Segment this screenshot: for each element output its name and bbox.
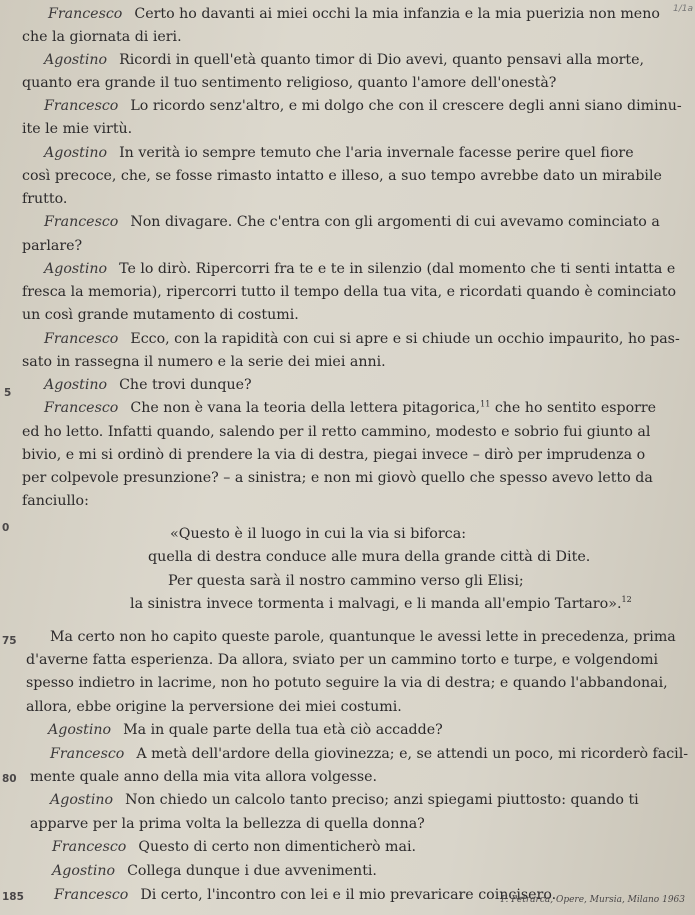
speaker: Francesco: [52, 839, 127, 855]
text-line: apparve per la prima volta la bellezza di quella donna?: [30, 816, 425, 832]
text-line: Ma certo non ho capito queste parole, quantunque le avessi lette in precedenza, prima: [50, 629, 676, 645]
line-number: 5: [4, 387, 12, 399]
text-line: fanciullo:: [22, 493, 89, 509]
source-citation: F. Petrarca, Opere, Mursia, Milano 1963: [500, 895, 685, 905]
line-number: 75: [2, 635, 17, 647]
speaker: Agostino: [50, 792, 114, 808]
text-line: bivio, e mi si ordinò di prendere la via di destra, piegai invece – dirò per imprudenza o: [22, 447, 646, 463]
poem-line: la sinistra invece tormenta i malvagi, e li manda all'empio Tartaro».$^{12}$: [130, 595, 632, 612]
text-line: Francesco Ecco, con la rapidità con cui si apre e si chiude un occhio impaurito, ho pas-: [44, 331, 680, 347]
speaker: Agostino: [44, 377, 108, 393]
text-line: per colpevole presunzione? – a sinistra; e non mi giovò quello che spesso avevo letto da: [22, 470, 653, 486]
speaker: Francesco: [44, 98, 119, 114]
poem-line: quella di destra conduce alle mura della grande città di Dite.: [148, 549, 591, 565]
text-line: Agostino Ricordi in quell'età quanto timor di Dio avevi, quanto pensavi alla morte,: [44, 52, 645, 68]
line-number: 80: [2, 773, 17, 785]
speaker: Agostino: [48, 722, 112, 738]
text-line: Francesco A metà dell'ardore della giovinezza; e, se attendi un poco, mi ricorderò facil-: [50, 746, 689, 762]
text-line: Agostino Te lo dirò. Ripercorri fra te e te in silenzio (dal momento che ti senti intatta e: [44, 261, 676, 277]
speaker: Agostino: [44, 52, 108, 68]
text-line: Agostino Non chiedo un calcolo tanto preciso; anzi spiegami piuttosto: quando ti: [50, 792, 639, 808]
text-line: ite le mie virtù.: [22, 121, 133, 137]
text-line: Agostino Ma in quale parte della tua età ciò accadde?: [48, 722, 443, 738]
speaker: Francesco: [44, 400, 119, 416]
text-line: sato in rassegna il numero e la serie dei miei anni.: [22, 354, 386, 370]
text-line: Francesco Non divagare. Che c'entra con gli argomenti di cui avevamo cominciato a: [44, 214, 660, 230]
text-line: fresca la memoria), ripercorri tutto il tempo della tua vita, e ricordati quando è cominciato: [22, 284, 677, 300]
text-line: Francesco Di certo, l'incontro con lei e il mio prevaricare coincisero.: [54, 887, 557, 903]
poem-line: Per questa sarà il nostro cammino verso gli Elisi;: [168, 573, 524, 589]
speaker: Francesco: [44, 214, 119, 230]
text-line: frutto.: [22, 191, 68, 207]
text-line: Francesco Questo di certo non dimenticherò mai.: [52, 839, 416, 855]
text-line: Agostino Collega dunque i due avvenimenti.: [52, 863, 377, 879]
text-line: un così grande mutamento di costumi.: [22, 307, 299, 323]
text-line: d'averne fatta esperienza. Da allora, sviato per un cammino torto e turpe, e volgendomi: [26, 652, 659, 668]
text-line: quanto era grande il tuo sentimento religioso, quanto l'amore dell'onestà?: [22, 75, 557, 91]
footnote-ref: 12: [621, 595, 632, 605]
text-line: spesso indietro in lacrime, non ho potuto seguire la via di destra; e quando l'abbandonai,: [26, 675, 668, 691]
text-line: mente quale anno della mia vita allora volgesse.: [30, 769, 378, 785]
text-line: Agostino Che trovi dunque?: [44, 377, 252, 393]
speaker: Agostino: [44, 261, 108, 277]
text-line: Agostino In verità io sempre temuto che l'aria invernale facesse perire quel fiore: [44, 145, 634, 161]
text-line: parlare?: [22, 238, 83, 254]
corner-mark: 1/1a: [673, 4, 693, 14]
speaker: Francesco: [48, 6, 123, 22]
text-line: così precoce, che, se fosse rimasto intatto e illeso, a suo tempo avrebbe dato un mirabile: [22, 168, 662, 184]
text-line: Francesco Certo ho davanti ai miei occhi la mia infanzia e la mia puerizia non meno: [48, 6, 660, 22]
line-number: 0: [2, 522, 10, 534]
speaker: Agostino: [52, 863, 116, 879]
speaker: Francesco: [50, 746, 125, 762]
text-line: allora, ebbe origine la perversione dei miei costumi.: [26, 699, 402, 715]
speaker: Agostino: [44, 145, 108, 161]
text-line: Francesco Lo ricordo senz'altro, e mi dolgo che con il crescere degli anni siano diminu-: [44, 98, 682, 114]
text-line: Francesco Che non è vana la teoria della lettera pitagorica,$^{11}$ che ho sentito esporre: [44, 399, 657, 416]
footnote-ref: 11: [480, 399, 491, 409]
speaker: Francesco: [44, 331, 119, 347]
text-line: ed ho letto. Infatti quando, salendo per il retto cammino, modesto e sobrio fui giunto al: [22, 424, 651, 440]
line-number: 185: [2, 891, 24, 903]
text-line: che la giornata di ieri.: [22, 29, 182, 45]
speaker: Francesco: [54, 887, 129, 903]
poem-line: «Questo è il luogo in cui la via si biforca:: [170, 526, 467, 542]
